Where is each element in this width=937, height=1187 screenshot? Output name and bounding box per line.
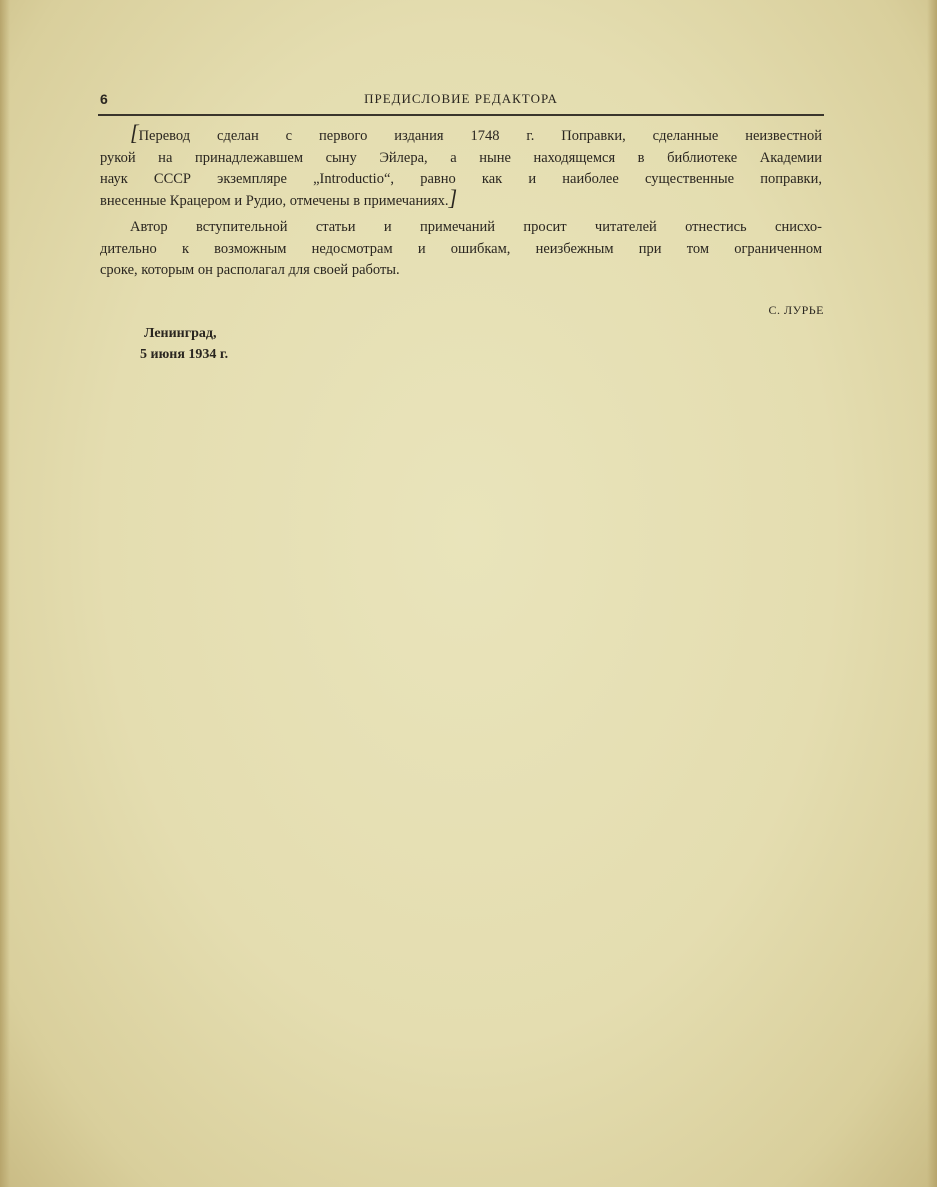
page-number: 6	[100, 91, 108, 107]
page-edge-left	[0, 0, 10, 1187]
paragraph-translation-note	[100, 120, 822, 213]
text-line: дительно к возможным недосмотрам и ошибкам, неизбежным при том ограниченном	[100, 240, 822, 257]
page-edge-right	[927, 0, 937, 1187]
running-title: ПРЕДИСЛОВИЕ РЕДАКТОРА	[364, 91, 558, 106]
page-header	[100, 91, 822, 113]
date: 5 июня 1934 г.	[140, 347, 229, 362]
place-and-date	[140, 323, 229, 365]
text-line: [Перевод сделан с первого издания 1748 г. Поправки, сделанные неизвестной	[130, 120, 822, 145]
close-bracket-mark: ]	[448, 185, 458, 211]
paragraph-author-request	[100, 217, 822, 282]
signature: С. ЛУРЬЕ	[768, 303, 824, 317]
text-line: сроке, которым он располагал для своей работы.	[100, 262, 400, 279]
text-line: внесенные Крацером и Рудио, отмечены в примечаниях.]	[100, 185, 458, 211]
place: Ленинград,	[144, 326, 217, 341]
text-line: Автор вступительной статьи и примечаний просит читателей отнестись снисхо-	[130, 219, 822, 235]
header-rule	[98, 114, 824, 116]
open-bracket-mark: [	[130, 120, 139, 145]
text-line: наук СССР экземпляре „Introductio“, равно как и наиболее существенные поправки,	[100, 171, 822, 188]
text-line: рукой на принадлежавшем сыну Эйлера, а ныне находящемся в библиотеке Академии	[100, 149, 822, 166]
